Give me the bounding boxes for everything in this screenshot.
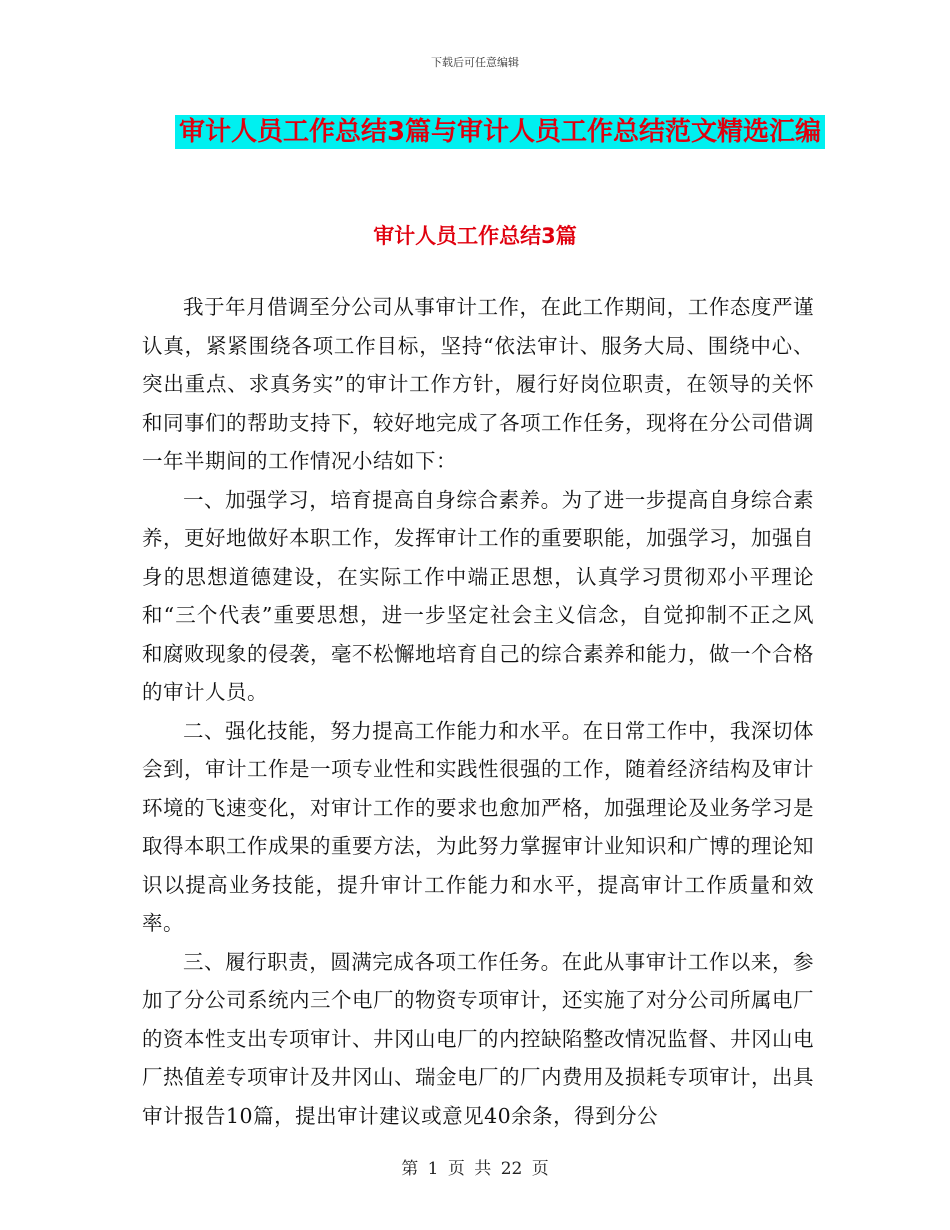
page-footer: 第 1 页 共 22 页 — [401, 1159, 549, 1179]
section-title: 审计人员工作总结3篇 — [373, 224, 577, 248]
paragraph-intro: 我于年月借调至分公司从事审计工作，在此工作期间，工作态度严谨认真，紧紧围绕各项工作目标，坚持“依法审计、服务大局、围绕中心、突出重点、求真务实”的审计工作方针，履行好岗位职责，在领导的关怀和同事们的帮助支持下，较好地完成了各项工作任务，现将在分公司借调一年半期间的工作情况小结如下： — [142, 295, 814, 473]
paragraph-duties: 三、履行职责，圆满完成各项工作任务。在此从事审计工作以来，参加了分公司系统内三个电厂的物资专项审计，还实施了对分公司所属电厂的资本性支出专项审计、井冈山电厂的内控缺陷整改情况监督、井冈山电厂热值差专项审计及井冈山、瑞金电厂的厂内费用及损耗专项审计，出具审计报告10篇，提出审计建议或意见40余条，得到分公 — [142, 949, 814, 1128]
header-note: 下载后可任意编辑 — [431, 56, 519, 69]
paragraph-study: 一、加强学习，培育提高自身综合素养。为了进一步提高自身综合素养，更好地做好本职工作，发挥审计工作的重要职能，加强学习，加强自身的思想道德建设，在实际工作中端正思想，认真学习贯彻邓小平理论和“三个代表”重要思想，进一步坚定社会主义信念，自觉抑制不正之风和腐败现象的侵袭，毫不松懈地培育自己的综合素养和能力，做一个合格的审计人员。 — [142, 487, 814, 704]
paragraph-skills: 二、强化技能，努力提高工作能力和水平。在日常工作中，我深切体会到，审计工作是一项专业性和实践性很强的工作，随着经济结构及审计环境的飞速变化，对审计工作的要求也愈加严格，加强理论及业务学习是取得本职工作成果的重要方法，为此努力掌握审计业知识和广博的理论知识以提高业务技能，提升审计工作能力和水平，提高审计工作质量和效率。 — [142, 718, 814, 935]
document-title — [170, 112, 830, 152]
document-title-text: 审计人员工作总结3篇与审计人员工作总结范文精选汇编 — [175, 115, 825, 149]
body-text — [142, 288, 814, 1135]
